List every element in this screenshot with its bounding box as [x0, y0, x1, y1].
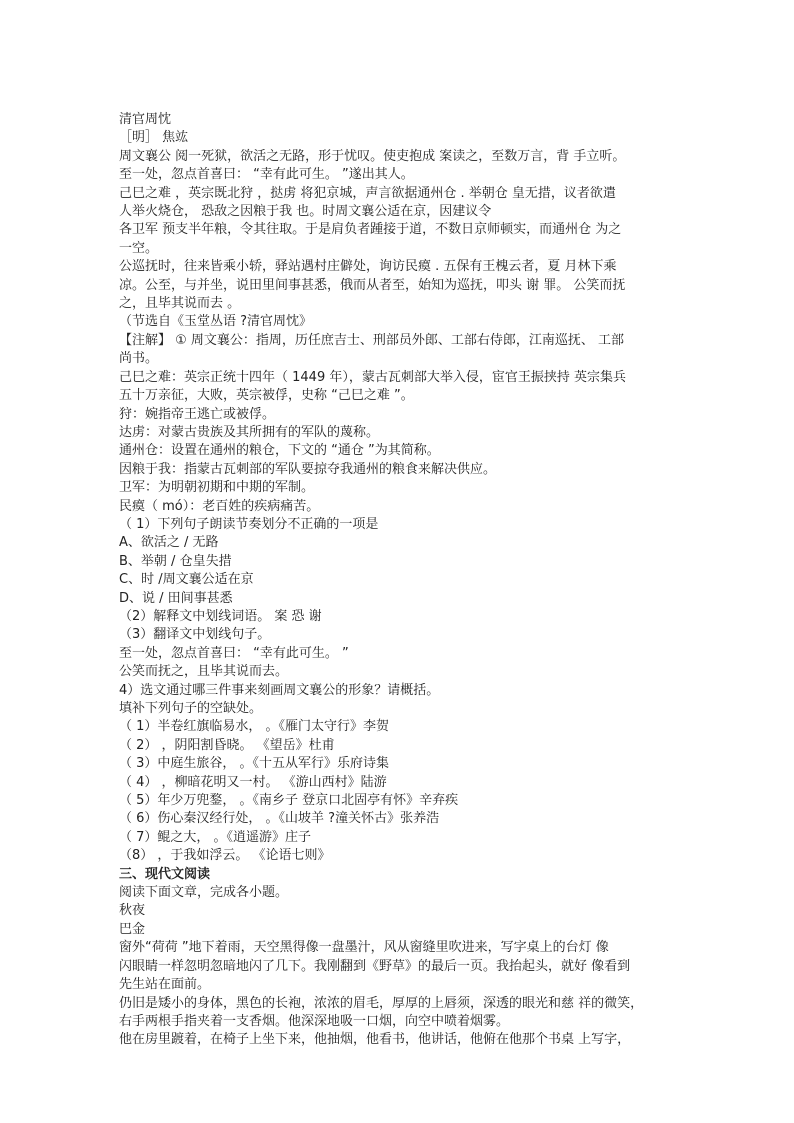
text-line: （2）解释文中划线词语。 案 恐 谢	[119, 608, 322, 624]
text-line: （ 2） ，阴阳割昏晓。 《望岳》杜甫	[119, 737, 335, 753]
text-line: （节选自《玉堂丛语 ?清官周忱》	[119, 314, 313, 330]
text-line: ［明］ 焦竑	[119, 130, 189, 146]
text-line: 通州仓：设置在通州的粮仓，下文的 “通仓 ”为其简称。	[119, 443, 440, 459]
text-line: 之，且毕其说而去 。	[119, 296, 241, 312]
text-line: （ 4） ，柳暗花明又一村。 《游山西村》陆游	[119, 774, 387, 790]
text-line: 周文襄公 阅一死狱，欲活之无路，形于忧叹。使吏抱成 案读之，至数万言，背 手立听。	[119, 148, 626, 164]
text-line: 五十万亲征，大败，英宗被俘，史称 “己巳之难 ”。	[119, 388, 414, 404]
text-line: 凉。公至，与并坐，说田里间事甚悉，俄而从者至，始知为巡抚，叩头 谢 罪。 公笑而抚	[119, 277, 626, 293]
text-line: 己巳之难：英宗正统十四年（ 1449 年），蒙古瓦刺部大举入侵，宦官王振挟持 英宗集兵	[119, 369, 626, 385]
text-line: （ 1）半卷红旗临易水， 。《雁门太守行》李贺	[119, 719, 390, 735]
text-line: （8） ，于我如浮云。 《论语七则》	[119, 848, 331, 864]
text-line: 尚书。	[119, 351, 159, 367]
text-line: 各卫军 预支半年粮，令其往取。于是肩负者踵接于道，不数日京师顿实，而通州仓 为之	[119, 222, 622, 238]
text-line: 【注解】 ① 周文襄公：指周，历任庶吉士、刑部员外郎、工部右侍郎，江南巡抚、 工部	[119, 332, 625, 348]
text-line: 达虏：对蒙古贵族及其所拥有的军队的蔑称。	[119, 424, 380, 440]
text-line: 己巳之难 ，英宗既北狩 ，挞虏 将犯京城，声言欲据通州仓 . 举朝仓 皇无措，议者欲遣	[119, 185, 616, 201]
text-line: （3）翻译文中划线句子。	[119, 627, 271, 643]
text-line: 4）选文通过哪三件事来刻画周文襄公的形象？请概括。	[119, 682, 440, 698]
text-line: 民瘼（ mó）：老百姓的疾病痛苦。	[119, 498, 320, 514]
text-line: 至一处，忽点首喜曰： “幸有此可生。 ”	[119, 645, 349, 661]
text-line: （ 6）伤心秦汉经行处， 。《山坡羊 ?潼关怀古》张养浩	[119, 811, 440, 827]
text-line: 公巡抚时，往来皆乘小轿，驿站遇村庄僻处，询访民瘼 . 五保有王槐云者，夏 月林下乘	[119, 259, 617, 275]
text-line: （ 5）年少万兜鍪， 。《南乡子 登京口北固亭有怀》辛弃疾	[119, 793, 459, 809]
document-body	[119, 111, 679, 1050]
text-line: 右手两根手指夹着一支香烟。他深深地吸一口烟，向空中喷着烟雾。	[119, 1013, 510, 1029]
text-line: 清官周忱	[119, 112, 172, 127]
text-line: （ 1）下列句子朗读节奏划分不正确的一项是	[119, 516, 379, 532]
text-line: 卫军：为明朝初期和中期的军制。	[119, 480, 315, 496]
text-line: 狩：婉指帝王逃亡或被俘。	[119, 406, 276, 422]
text-line: 他在房里踱着，在椅子上坐下来，他抽烟，他看书，他讲话，他俯在他那个书桌 上写字，	[119, 1032, 631, 1048]
text-line: 巴金	[119, 921, 146, 937]
text-line: 闪眼睛一样忽明忽暗地闪了几下。我刚翻到《野草》的最后一页。我抬起头，就好 像看到	[119, 958, 631, 974]
text-line: 因粮于我：指蒙古瓦刺部的军队要掠夺我通州的粮食来解决供应。	[119, 461, 497, 477]
text-line: A、欲活之 / 无路	[119, 535, 219, 551]
text-line: 公笑而抚之，且毕其说而去。	[119, 664, 289, 680]
text-line: （ 3）中庭生旅谷， 。《十五从军行》乐府诗集	[119, 756, 390, 772]
text-line: 一空。	[119, 240, 159, 256]
text-line: B、举朝 / 仓皇失措	[119, 553, 232, 569]
text-line: 填补下列句子的空缺处。	[119, 701, 263, 716]
text-line: D、说 / 田间事甚悉	[119, 590, 233, 606]
text-line: 至一处，忽点首喜曰： “幸有此可生。 ”遂出其人。	[119, 167, 414, 183]
text-line: 先生站在面前。	[119, 977, 211, 993]
text-line: （ 7）鲲之大， 。《逍遥游》庄子	[119, 829, 312, 845]
text-line: C、时 /周文襄公适在京	[119, 572, 254, 588]
text-line: 窗外“荷荷 ”地下着雨，天空黑得像一盘墨汁，风从窗缝里吹进来，写字桌上的台灯 像	[119, 940, 609, 956]
text-line: 人举火烧仓， 恐敌之因粮于我 也。时周文襄公适在京，因建议令	[119, 204, 492, 220]
text-line: 仍旧是矮小的身体，黑色的长袍，浓浓的眉毛，厚厚的上唇须，深透的眼光和慈 祥的微笑，	[119, 995, 644, 1011]
text-line: 三、现代文阅读	[119, 866, 211, 882]
text-line: 阅读下面文章，完成各小题。	[119, 885, 289, 901]
text-line: 秋夜	[119, 903, 146, 919]
